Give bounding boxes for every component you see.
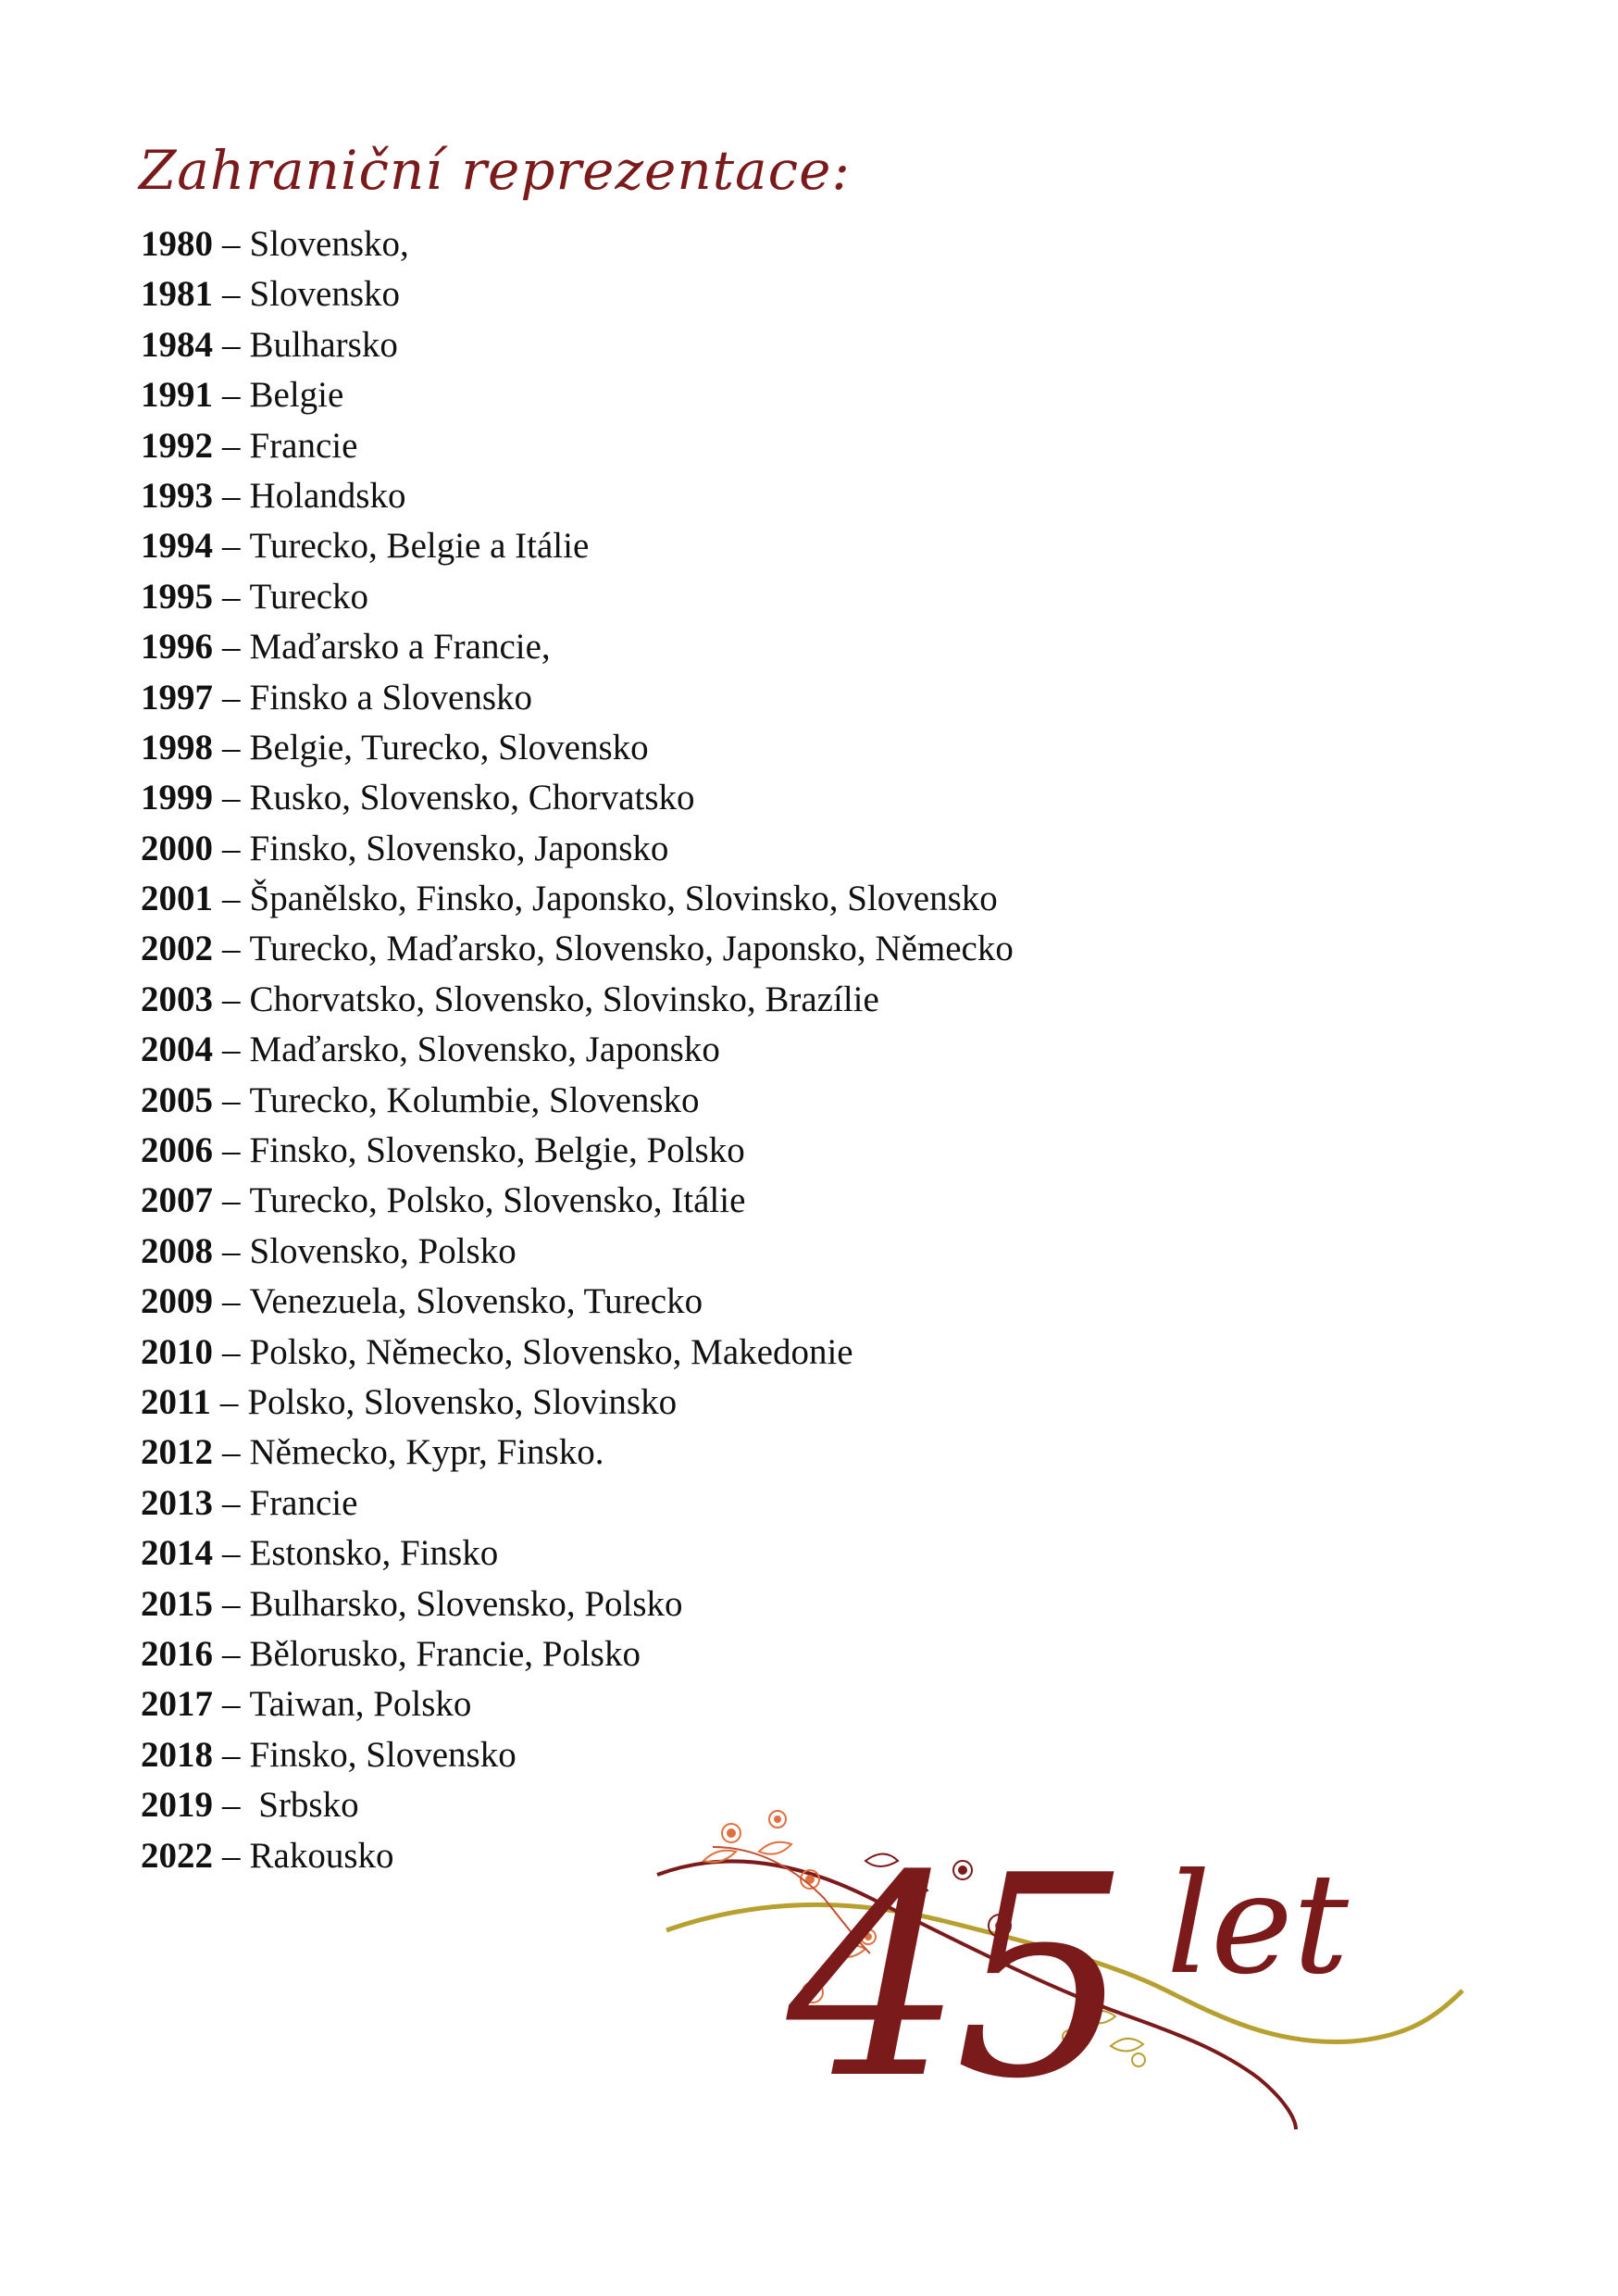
- entry-year: 1993: [141, 475, 213, 516]
- entry-countries: Chorvatsko, Slovensko, Slovinsko, Brazílie: [249, 979, 879, 1019]
- list-item: [141, 1227, 1014, 1277]
- entry-year: 2003: [141, 979, 213, 1019]
- entry-year: 2014: [141, 1533, 213, 1574]
- entry-year: 2000: [141, 828, 213, 868]
- entry-dash: –: [222, 1331, 241, 1372]
- list-item: [141, 1428, 1014, 1478]
- entry-countries: Venezuela, Slovensko, Turecko: [249, 1281, 703, 1322]
- entry-year: 2008: [141, 1230, 213, 1271]
- list-item: [141, 1479, 1014, 1529]
- entry-year: 2007: [141, 1180, 213, 1221]
- entry-dash: –: [222, 929, 241, 969]
- entry-dash: –: [222, 727, 241, 767]
- entry-countries: Maďarsko a Francie,: [249, 627, 551, 668]
- entry-dash: –: [222, 1281, 241, 1322]
- list-item: [141, 421, 1014, 471]
- entry-dash: –: [222, 324, 241, 365]
- entry-dash: –: [222, 1079, 241, 1120]
- entry-year: 1998: [141, 727, 213, 767]
- entry-countries: Polsko, Slovensko, Slovinsko: [247, 1381, 678, 1422]
- entry-countries: Finsko, Slovensko, Japonsko: [249, 828, 669, 868]
- entry-year: 2015: [141, 1583, 213, 1624]
- entry-dash: –: [222, 1785, 241, 1826]
- list-item: [141, 521, 1014, 571]
- entry-year: 2016: [141, 1633, 213, 1674]
- entry-countries: Slovensko: [249, 274, 401, 315]
- entry-dash: –: [222, 1734, 241, 1775]
- entry-countries: Rakousko: [249, 1835, 394, 1876]
- list-item: [141, 1126, 1014, 1176]
- list-item: [141, 370, 1014, 420]
- entry-year: 2001: [141, 879, 213, 919]
- representation-list: [141, 219, 1014, 1881]
- entry-year: 1980: [141, 224, 213, 264]
- list-item: [141, 874, 1014, 924]
- logo-word: let: [1166, 1844, 1350, 2005]
- entry-year: 2002: [141, 929, 213, 969]
- list-item: [141, 824, 1014, 874]
- entry-dash: –: [222, 425, 241, 466]
- entry-dash: –: [222, 1583, 241, 1624]
- entry-countries: Turecko, Kolumbie, Slovensko: [249, 1079, 700, 1120]
- page-title: Zahraniční reprezentace:: [139, 139, 851, 202]
- entry-year: 2009: [141, 1281, 213, 1322]
- entry-dash: –: [222, 224, 241, 264]
- entry-countries: Slovensko,: [249, 224, 409, 264]
- list-item: [141, 219, 1014, 269]
- entry-dash: –: [222, 879, 241, 919]
- entry-dash: –: [222, 828, 241, 868]
- list-item: [141, 1529, 1014, 1578]
- entry-year: 2019: [141, 1785, 213, 1826]
- entry-countries: Francie: [249, 1482, 358, 1523]
- entry-countries: Srbsko: [249, 1785, 359, 1826]
- list-item: [141, 269, 1014, 319]
- entry-year: 1991: [141, 375, 213, 416]
- entry-dash: –: [222, 1835, 241, 1876]
- list-item: [141, 572, 1014, 622]
- entry-year: 1981: [141, 274, 213, 315]
- list-item: [141, 471, 1014, 521]
- list-item: [141, 320, 1014, 370]
- entry-countries: Finsko, Slovensko, Belgie, Polsko: [249, 1130, 745, 1171]
- entry-countries: Belgie: [249, 375, 344, 416]
- entry-countries: Taiwan, Polsko: [249, 1684, 472, 1725]
- entry-year: 2006: [141, 1130, 213, 1171]
- logo-number: 45: [787, 1816, 1122, 2140]
- list-item: [141, 773, 1014, 823]
- entry-year: 1999: [141, 778, 213, 818]
- entry-year: 1995: [141, 576, 213, 617]
- entry-countries: Turecko, Belgie a Itálie: [249, 526, 590, 567]
- entry-dash: –: [222, 274, 241, 315]
- list-item: [141, 975, 1014, 1025]
- entry-countries: Bělorusko, Francie, Polsko: [249, 1633, 641, 1674]
- entry-dash: –: [222, 1180, 241, 1221]
- entry-year: 2004: [141, 1029, 213, 1070]
- entry-year: 2012: [141, 1432, 213, 1473]
- entry-year: 2010: [141, 1331, 213, 1372]
- entry-dash: –: [222, 475, 241, 516]
- list-item: [141, 1176, 1014, 1226]
- list-item: [141, 1277, 1014, 1327]
- list-item: [141, 1076, 1014, 1126]
- list-item: [141, 673, 1014, 723]
- entry-dash: –: [222, 778, 241, 818]
- entry-countries: Maďarsko, Slovensko, Japonsko: [249, 1029, 720, 1070]
- entry-countries: Turecko: [249, 576, 369, 617]
- entry-dash: –: [222, 627, 241, 668]
- entry-dash: –: [222, 979, 241, 1019]
- entry-year: 2018: [141, 1734, 213, 1775]
- entry-countries: Francie: [249, 425, 358, 466]
- entry-year: 2017: [141, 1684, 213, 1725]
- entry-year: 2013: [141, 1482, 213, 1523]
- list-item: [141, 1579, 1014, 1629]
- entry-year: 2011: [141, 1381, 211, 1422]
- entry-dash: –: [222, 1432, 241, 1473]
- entry-countries: Turecko, Polsko, Slovensko, Itálie: [249, 1180, 746, 1221]
- entry-dash: –: [222, 1684, 241, 1725]
- entry-dash: –: [222, 1029, 241, 1070]
- entry-countries: Španělsko, Finsko, Japonsko, Slovinsko, Slovensko: [249, 879, 998, 919]
- list-item: [141, 1025, 1014, 1075]
- entry-year: 1994: [141, 526, 213, 567]
- entry-countries: Holandsko: [249, 475, 406, 516]
- list-item: [141, 1328, 1014, 1378]
- entry-dash: –: [222, 375, 241, 416]
- list-item: [141, 1679, 1014, 1729]
- entry-countries: Estonsko, Finsko: [249, 1533, 499, 1574]
- flower-icon: [722, 1824, 741, 1842]
- anniversary-logo: [648, 1759, 1481, 2148]
- entry-year: 1984: [141, 324, 213, 365]
- entry-year: 1992: [141, 425, 213, 466]
- entry-countries: Belgie, Turecko, Slovensko: [249, 727, 649, 767]
- entry-year: 1996: [141, 627, 213, 668]
- entry-dash: –: [222, 526, 241, 567]
- list-item: [141, 924, 1014, 974]
- entry-dash: –: [222, 1633, 241, 1674]
- entry-dash: –: [222, 1230, 241, 1271]
- entry-countries: Rusko, Slovensko, Chorvatsko: [249, 778, 695, 818]
- entry-countries: Německo, Kypr, Finsko.: [249, 1432, 604, 1473]
- entry-year: 2005: [141, 1079, 213, 1120]
- flower-icon: [769, 1811, 786, 1828]
- entry-countries: Polsko, Německo, Slovensko, Makedonie: [249, 1331, 853, 1372]
- list-item: [141, 1629, 1014, 1679]
- entry-countries: Slovensko, Polsko: [249, 1230, 517, 1271]
- entry-dash: –: [222, 677, 241, 718]
- entry-countries: Finsko, Slovensko: [249, 1734, 517, 1775]
- entry-countries: Bulharsko, Slovensko, Polsko: [249, 1583, 683, 1624]
- entry-year: 1997: [141, 677, 213, 718]
- entry-countries: Turecko, Maďarsko, Slovensko, Japonsko, Německo: [249, 929, 1014, 969]
- list-item: [141, 723, 1014, 773]
- entry-dash: –: [222, 1130, 241, 1171]
- list-item: [141, 622, 1014, 672]
- entry-dash: –: [222, 1533, 241, 1574]
- entry-countries: Bulharsko: [249, 324, 398, 365]
- entry-dash: –: [222, 576, 241, 617]
- entry-dash: –: [219, 1381, 239, 1422]
- list-item: [141, 1378, 1014, 1428]
- entry-countries: Finsko a Slovensko: [249, 677, 533, 718]
- entry-dash: –: [222, 1482, 241, 1523]
- entry-year: 2022: [141, 1835, 213, 1876]
